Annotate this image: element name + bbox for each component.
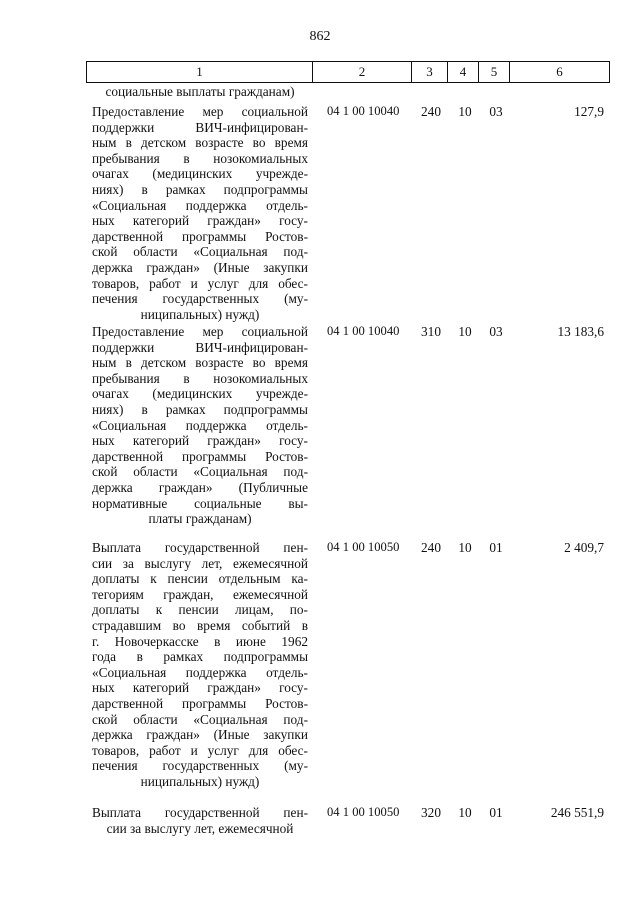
description-line: страдавшим во время событий в — [92, 617, 308, 633]
description-line: Предоставление мер социальной — [92, 104, 308, 119]
row-target-code: 04 1 00 10050 — [327, 805, 400, 819]
description-line: очагах (медицинских учрежде- — [92, 166, 308, 182]
row-target-code: 04 1 00 10050 — [327, 540, 400, 554]
description-line: ниципальных) нужд) — [140, 306, 260, 322]
row-target-code: 04 1 00 10040 — [327, 104, 400, 118]
header-col-4: 4 — [448, 62, 479, 83]
description-line: ным в детском возрасте во время — [92, 135, 308, 151]
description-line: г. Новочеркасске в июне 1962 — [92, 633, 308, 649]
table-header-row — [87, 62, 610, 83]
description-line: печения государственных (му- — [92, 758, 308, 774]
description-line: товаров, работ и услуг для обес- — [92, 275, 308, 291]
description-line: ской области «Социальная под- — [92, 244, 308, 260]
header-col-6: 6 — [510, 62, 610, 83]
row-amount: 13 183,6 — [557, 324, 604, 339]
description-line: доплаты к пенсии отдельным ка- — [92, 571, 308, 587]
description-line: «Социальная поддержка отдель- — [92, 417, 308, 433]
row-description — [92, 104, 308, 322]
description-line: ниципальных) нужд) — [140, 773, 260, 789]
description-line: печения государственных (му- — [92, 291, 308, 307]
description-line: поддержки ВИЧ-инфицирован- — [92, 339, 308, 355]
description-line: «Социальная поддержка отдель- — [92, 664, 308, 680]
description-line: держка граждан» (Иные закупки — [92, 259, 308, 275]
header-col-1: 1 — [87, 62, 313, 83]
row-expense-type: 310 — [421, 324, 441, 339]
header-col-2: 2 — [313, 62, 412, 83]
description-line: ных категорий граждан» госу- — [92, 433, 308, 449]
header-col-3: 3 — [412, 62, 448, 83]
description-line: держка граждан» (Иные закупки — [92, 727, 308, 743]
row-expense-type: 240 — [421, 540, 441, 555]
description-line: дарственной программы Ростов- — [92, 228, 308, 244]
description-line: держка граждан» (Публичные — [92, 479, 308, 495]
description-line: поддержки ВИЧ-инфицирован- — [92, 119, 308, 135]
row-amount: 246 551,9 — [550, 805, 604, 820]
description-line: «Социальная поддержка отдель- — [92, 197, 308, 213]
continuation-text: социальные выплаты гражданам) — [105, 84, 295, 99]
description-line: товаров, работ и услуг для обес- — [92, 742, 308, 758]
row-subsection: 01 — [489, 805, 503, 820]
description-line: пребывания в нозокомиальных — [92, 150, 308, 166]
row-subsection: 03 — [489, 104, 503, 119]
description-line: Выплата государственной пен- — [92, 805, 308, 820]
description-line: нормативные социальные вы- — [92, 495, 308, 511]
description-line: ным в детском возрасте во время — [92, 355, 308, 371]
description-line: сии за выслугу лет, ежемесячной — [92, 555, 308, 571]
description-line: года в рамках подпрограммы — [92, 649, 308, 665]
header-col-5: 5 — [479, 62, 510, 83]
description-line: ской области «Социальная под- — [92, 711, 308, 727]
row-section: 10 — [458, 324, 472, 339]
row-description — [92, 805, 308, 836]
row-target-code: 04 1 00 10040 — [327, 324, 400, 338]
description-line: доплаты к пенсии лицам, по- — [92, 602, 308, 618]
row-subsection: 03 — [489, 324, 503, 339]
description-line: ниях) в рамках подпрограммы — [92, 181, 308, 197]
description-line: платы гражданам) — [148, 511, 252, 527]
description-line: ных категорий граждан» госу- — [92, 680, 308, 696]
description-line: Выплата государственной пен- — [92, 540, 308, 555]
row-amount: 127,9 — [574, 104, 604, 119]
row-expense-type: 240 — [421, 104, 441, 119]
row-amount: 2 409,7 — [564, 540, 604, 555]
row-description — [92, 324, 308, 527]
row-subsection: 01 — [489, 540, 503, 555]
description-line: дарственной программы Ростов- — [92, 448, 308, 464]
description-line: очагах (медицинских учрежде- — [92, 386, 308, 402]
table-header — [86, 61, 610, 83]
row-expense-type: 320 — [421, 805, 441, 820]
page-number: 862 — [309, 29, 331, 44]
row-section: 10 — [458, 540, 472, 555]
row-section: 10 — [458, 104, 472, 119]
description-line: ниях) в рамках подпрограммы — [92, 401, 308, 417]
row-description — [92, 540, 308, 790]
description-line: Предоставление мер социальной — [92, 324, 308, 339]
description-line: пребывания в нозокомиальных — [92, 370, 308, 386]
description-line: дарственной программы Ростов- — [92, 695, 308, 711]
description-line: ных категорий граждан» госу- — [92, 213, 308, 229]
row-section: 10 — [458, 805, 472, 820]
description-line: тегориям граждан, ежемесячной — [92, 586, 308, 602]
description-line: сии за выслугу лет, ежемесячной — [106, 820, 294, 836]
description-line: ской области «Социальная под- — [92, 464, 308, 480]
